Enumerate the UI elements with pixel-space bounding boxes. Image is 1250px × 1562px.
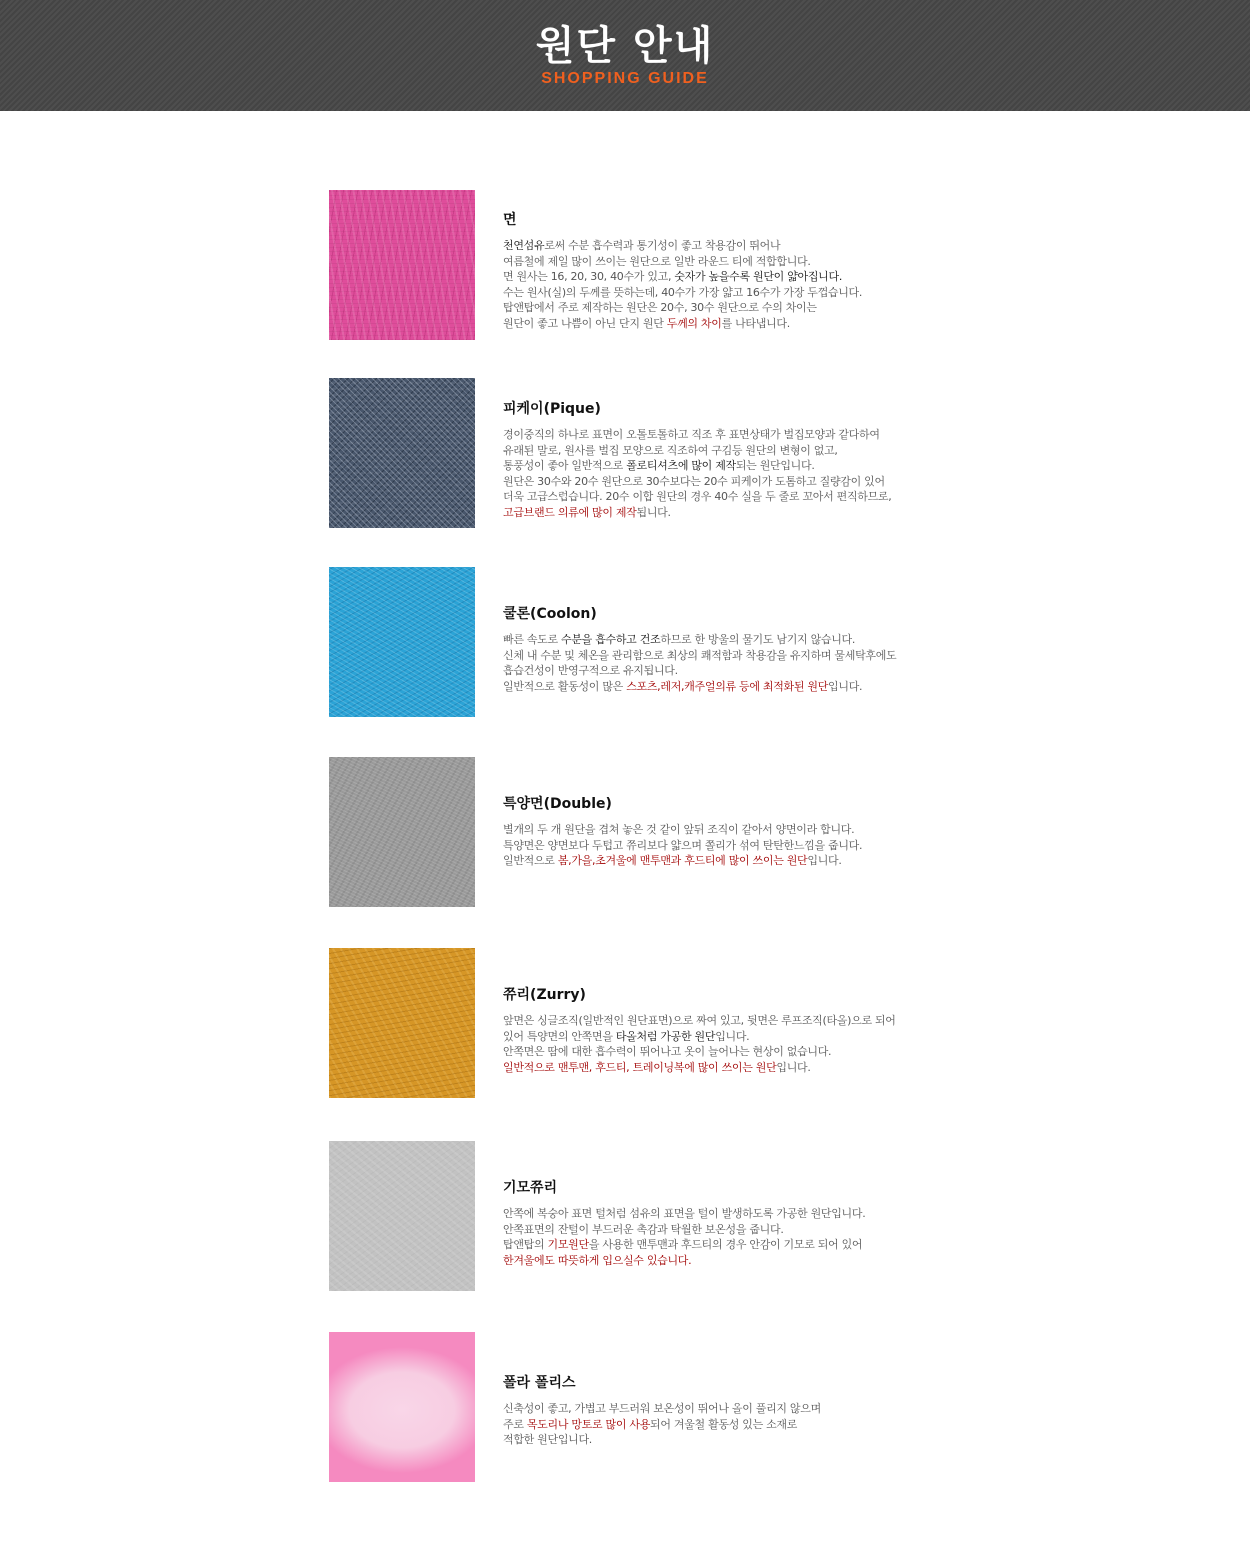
fabric-description (503, 632, 896, 694)
body-text: 주로 (503, 1417, 527, 1431)
fabric-info (503, 793, 862, 869)
description-line (503, 300, 862, 316)
fabric-swatch-image (329, 948, 475, 1098)
body-text: 됩니다. (636, 505, 671, 519)
fabric-double (329, 757, 949, 907)
description-line (503, 632, 896, 648)
body-text: 적합한 원단입니다. (503, 1433, 593, 1447)
fabric-info (503, 603, 896, 694)
body-text: 탑앤탑에서 주로 제작하는 원단은 20수, 30수 원단으로 수의 차이는 (503, 301, 817, 315)
description-line (503, 316, 862, 332)
body-text: 안쪽표면의 잔털이 부드러운 촉감과 탁월한 보온성을 줍니다. (503, 1222, 784, 1236)
description-line (503, 838, 862, 854)
emphasis-text: 천연섬유 (503, 239, 545, 252)
description-line (503, 254, 862, 270)
body-text: 안쪽에 복숭아 표면 털처럼 섬유의 표면을 털이 발생하도록 가공한 원단입니다. (503, 1207, 866, 1220)
body-text: 을 사용한 맨투맨과 후드티의 경우 안감이 기모로 되어 있어 (588, 1238, 863, 1252)
fabric-description (503, 1013, 896, 1075)
description-line (503, 663, 896, 679)
body-text: 원단이 좋고 나쁨이 아닌 단지 원단 (503, 316, 667, 330)
body-text: 특양면은 양면보다 두텁고 쮸리보다 얇으며 쫄리가 섞여 탄탄한느낌을 줍니다. (503, 838, 863, 852)
body-text: 앞면은 싱글조직(일반적인 원단표면)으로 짜여 있고, 뒷면은 루프조직(타올)으로 되어 (503, 1014, 896, 1027)
description-line (503, 1417, 821, 1433)
body-text: 유래된 말로, 원사를 벌집 모양으로 직조하여 구김등 원단의 변형이 없고, (503, 443, 838, 457)
fabric-name: 쿨론(Coolon) (503, 606, 597, 622)
fabric-description (503, 822, 862, 869)
highlight-text: 봄,가을,초겨울에 맨투맨과 후드티에 많이 쓰이는 원단 (557, 854, 808, 868)
fabric-description (503, 1401, 821, 1448)
fabric-info (503, 398, 891, 521)
body-text: 여름철에 제일 많이 쓰이는 원단으로 일반 라운드 티에 적합합니다. (503, 254, 811, 268)
description-line (503, 1222, 865, 1238)
body-text: 있어 특양면의 안쪽면을 (503, 1029, 616, 1043)
fabric-description (503, 427, 891, 521)
description-line (503, 443, 891, 459)
description-line (503, 648, 896, 664)
fabric-polar-fleece (329, 1332, 949, 1482)
description-line (503, 1013, 896, 1029)
description-line (503, 1237, 865, 1253)
description-line (503, 1432, 821, 1448)
description-line (503, 489, 891, 505)
highlight-text: 고급브랜드 의류에 많이 제작 (503, 505, 637, 519)
body-text: 입니다. (807, 854, 842, 868)
fabric-description (503, 238, 862, 332)
description-line (503, 474, 891, 490)
fabric-name: 폴라 폴리스 (503, 1375, 576, 1391)
fabric-name: 면 (503, 212, 517, 228)
body-text: 입니다. (828, 679, 863, 693)
description-line (503, 285, 862, 301)
body-text: 안쪽면은 땀에 대한 흡수력이 뛰어나고 옷이 늘어나는 현상이 없습니다. (503, 1045, 832, 1059)
fabric-swatch-image (329, 378, 475, 528)
fabric-swatch-image (329, 1332, 475, 1482)
fabric-name: 기모쮸리 (503, 1180, 558, 1196)
highlight-text: 목도리나 망토로 많이 사용 (526, 1417, 651, 1431)
body-text: 로써 수분 흡수력과 통기성이 좋고 착용감이 뛰어나 (544, 239, 781, 252)
description-line (503, 238, 862, 254)
fabric-swatch-image (329, 190, 475, 340)
fabric-info (503, 1177, 865, 1268)
fabric-cotton (329, 190, 949, 340)
body-text: 흡습건성이 반영구적으로 유지됩니다. (503, 664, 678, 678)
fabric-description (503, 1206, 865, 1268)
description-line (503, 458, 891, 474)
body-text: 통풍성이 좋아 일반적으로 (503, 459, 627, 473)
emphasis-text: 수분을 흡수하고 건조 (561, 633, 661, 646)
body-text: 입니다. (715, 1029, 750, 1043)
fabric-info (503, 1372, 821, 1448)
body-text: 더욱 고급스럽습니다. 20수 이합 원단의 경우 40수 실을 두 줄로 꼬아서 편직하므로, (503, 490, 892, 504)
description-line (503, 679, 896, 695)
body-text: 빠른 속도로 (503, 633, 562, 646)
body-text: 일반적으로 (503, 854, 558, 868)
highlight-text: 기모원단 (547, 1238, 589, 1252)
fabric-pique (329, 378, 949, 528)
fabric-swatch-image (329, 757, 475, 907)
description-line (503, 1253, 865, 1269)
body-text: 입니다. (776, 1060, 811, 1074)
highlight-text: 일반적으로 맨투맨, 후드티, 트레이닝복에 많이 쓰이는 원단 (503, 1060, 777, 1074)
description-line (503, 822, 862, 838)
description-line (503, 1206, 865, 1222)
page-subtitle: SHOPPING GUIDE (541, 70, 709, 87)
body-text: 를 나타냅니다. (721, 316, 790, 330)
highlight-text: 한겨울에도 따뜻하게 입으실수 있습니다. (503, 1253, 692, 1267)
emphasis-text: 폴로티셔츠에 많이 제작 (626, 459, 736, 473)
body-text: 신체 내 수분 및 체온을 관리함으로 최상의 쾌적함과 착용감을 유지하며 물세탁후에도 (503, 648, 897, 662)
body-text: 신축성이 좋고, 가볍고 부드러워 보온성이 뛰어나 올이 풀리지 않으며 (503, 1402, 821, 1415)
fabric-swatch-image (329, 1141, 475, 1291)
description-line (503, 1029, 896, 1045)
description-line (503, 1060, 896, 1076)
body-text: 일반적으로 활동성이 많은 (503, 679, 627, 693)
fabric-name: 피케이(Pique) (503, 401, 601, 417)
fabric-coolon (329, 567, 949, 717)
description-line (503, 427, 891, 443)
description-line (503, 853, 862, 869)
fabric-zurry (329, 948, 949, 1098)
body-text: 수는 원사(실)의 두께를 뜻하는데, 40수가 가장 얇고 16수가 가장 두껍습니다. (503, 285, 863, 299)
body-text: 경이중직의 하나로 표면이 오톨토톨하고 직조 후 표면상태가 벌집모양과 같다하여 (503, 428, 880, 441)
fabric-name: 특양면(Double) (503, 796, 612, 812)
description-line (503, 1401, 821, 1417)
page-title: 원단 안내 (535, 23, 715, 69)
description-line (503, 505, 891, 521)
body-text: 하므로 한 방울의 물기도 남기지 않습니다. (660, 633, 856, 646)
body-text: 면 원사는 16, 20, 30, 40수가 있고, (503, 270, 675, 284)
body-text: 되는 원단입니다. (735, 459, 815, 473)
fabric-brushed-zurry (329, 1141, 949, 1291)
description-line (503, 1044, 896, 1060)
highlight-text: 두께의 차이 (666, 316, 722, 330)
description-line (503, 269, 862, 285)
body-text: 별개의 두 개 원단을 겹쳐 놓은 것 같이 앞뒤 조직이 같아서 양면이라 합니다. (503, 823, 855, 836)
fabric-info (503, 209, 862, 332)
fabric-info (503, 984, 896, 1075)
body-text: 되어 겨울철 활동성 있는 소재로 (650, 1417, 798, 1431)
body-text: 탑앤탑의 (503, 1238, 548, 1252)
fabric-name: 쮸리(Zurry) (503, 987, 586, 1003)
emphasis-text: 타올처럼 가공한 원단 (615, 1029, 716, 1043)
fabric-swatch-image (329, 567, 475, 717)
highlight-text: 스포츠,레저,캐주얼의류 등에 최적화된 원단 (626, 679, 829, 693)
page-header (0, 0, 1250, 111)
emphasis-text: 숫자가 높을수록 원단이 얇아집니다. (674, 270, 843, 284)
body-text: 원단은 30수와 20수 원단으로 30수보다는 20수 피케이가 도톰하고 질량감이 있어 (503, 474, 885, 488)
